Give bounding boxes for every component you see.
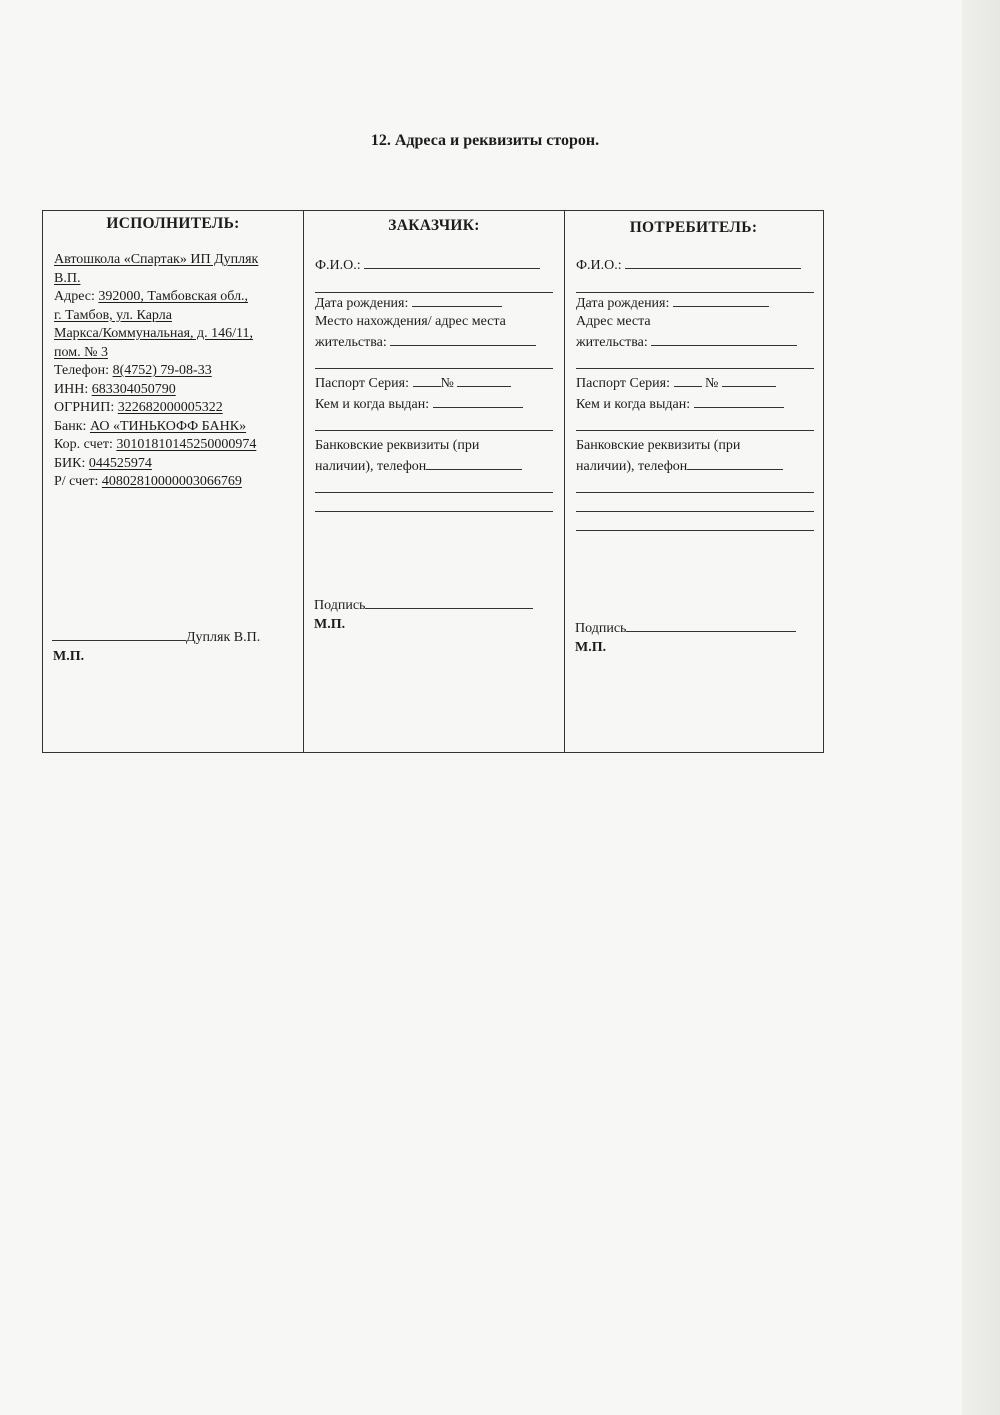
consumer-bank-field-2[interactable] (576, 476, 814, 493)
scan-edge (962, 0, 1000, 1415)
customer-details (315, 255, 553, 512)
consumer-bank-line1: Банковские реквизиты (при (576, 438, 741, 453)
customer-bank-line1: Банковские реквизиты (при (315, 438, 480, 453)
executor-details (54, 251, 299, 492)
customer-issued-label: Кем и когда выдан: (315, 396, 430, 412)
consumer-bank-field-3[interactable] (576, 493, 814, 512)
executor-ogrnip: 322682000005322 (117, 400, 223, 415)
executor-address-line2: г. Тамбов, ул. Карла (54, 307, 172, 323)
customer-birth-field[interactable] (412, 293, 502, 307)
consumer-fio-field[interactable] (625, 255, 801, 269)
consumer-birth-row (576, 293, 814, 314)
consumer-issued-field[interactable] (694, 394, 784, 408)
executor-stamp: М.П. (53, 649, 85, 664)
executor-inn: 683304050790 (91, 381, 176, 397)
consumer-address-field[interactable] (651, 332, 797, 346)
consumer-signature-row (575, 618, 796, 639)
executor-phone-row (54, 362, 299, 381)
executor-phone: 8(4752) 79-08-33 (112, 363, 212, 378)
executor-account: 40802810000003066769 (101, 474, 242, 489)
executor-signature-line[interactable] (52, 627, 186, 641)
consumer-birth-label: Дата рождения: (576, 295, 670, 311)
consumer-passport-series-field[interactable] (674, 373, 702, 387)
customer-bank-field[interactable] (426, 456, 522, 470)
executor-bank-label: Банк: (54, 418, 87, 434)
executor-corr-label: Кор. счет: (54, 437, 113, 452)
customer-column (304, 211, 565, 752)
consumer-passport-no-label: № (705, 376, 719, 391)
executor-account-row (54, 473, 299, 492)
parties-table (42, 210, 824, 753)
consumer-address-row (576, 332, 814, 353)
customer-passport-number-field[interactable] (457, 373, 511, 387)
customer-address-row (315, 332, 553, 353)
customer-bank-label: наличии), телефон (315, 458, 427, 474)
customer-issued-row (315, 394, 553, 415)
consumer-signature-label: Подпись (575, 621, 627, 636)
customer-fio-field-2[interactable] (315, 276, 553, 293)
executor-address-label: Адрес: (54, 289, 95, 304)
consumer-details (576, 255, 814, 531)
executor-bik-row (54, 455, 299, 474)
customer-address-line1: Место нахождения/ адрес места (315, 314, 506, 329)
consumer-bank-label: наличии), телефон (576, 458, 688, 474)
executor-inn-row (54, 381, 299, 400)
executor-bik-label: БИК: (54, 455, 86, 471)
executor-heading: ИСПОЛНИТЕЛЬ: (106, 215, 240, 232)
executor-ogrnip-label: ОГРНИП: (54, 400, 115, 415)
consumer-passport-number-field[interactable] (722, 373, 776, 387)
consumer-address-label: жительства: (576, 334, 648, 350)
consumer-fio-row (576, 255, 814, 276)
executor-corr-row (54, 436, 299, 455)
executor-address-line3: Маркса/Коммунальная, д. 146/11, (54, 326, 254, 341)
customer-address-label: жительства: (315, 334, 387, 350)
customer-signature-label: Подпись (314, 598, 366, 613)
executor-inn-label: ИНН: (54, 381, 89, 397)
executor-ogrnip-row (54, 399, 299, 418)
consumer-address-field-2[interactable] (576, 352, 814, 369)
executor-signature-row (52, 627, 260, 648)
consumer-bank-field[interactable] (687, 456, 783, 470)
customer-address-field-2[interactable] (315, 352, 553, 369)
consumer-fio-field-2[interactable] (576, 276, 814, 293)
customer-passport-label: Паспорт Серия: (315, 376, 410, 391)
consumer-address-line1: Адрес места (576, 314, 651, 329)
customer-passport-series-field[interactable] (413, 373, 441, 387)
customer-fio-field[interactable] (364, 255, 540, 269)
customer-signature-row (314, 595, 533, 616)
consumer-heading: ПОТРЕБИТЕЛЬ: (629, 219, 758, 236)
consumer-fio-label: Ф.И.О.: (576, 258, 622, 273)
executor-bank: АО «ТИНЬКОФФ БАНК» (89, 418, 247, 434)
customer-address-field[interactable] (390, 332, 536, 346)
executor-address-row (54, 288, 299, 307)
customer-passport-no-label: № (440, 376, 454, 391)
executor-address-line4: пом. № 3 (54, 344, 108, 360)
consumer-passport-label: Паспорт Серия: (576, 376, 671, 391)
executor-bank-row (54, 418, 299, 437)
executor-column (43, 211, 304, 752)
executor-account-label: Р/ счет: (54, 474, 99, 489)
customer-signature-field[interactable] (365, 595, 533, 609)
consumer-issued-field-2[interactable] (576, 414, 814, 431)
customer-birth-row (315, 293, 553, 314)
customer-bank-row (315, 456, 553, 477)
customer-bank-field-2[interactable] (315, 476, 553, 493)
customer-issued-field-2[interactable] (315, 414, 553, 431)
executor-bik: 044525974 (88, 455, 152, 471)
executor-corr: 30101810145250000974 (116, 437, 257, 452)
consumer-stamp: М.П. (575, 640, 607, 655)
customer-issued-field[interactable] (433, 394, 523, 408)
executor-address-line1: 392000, Тамбовская обл., (98, 289, 249, 304)
consumer-bank-row (576, 456, 814, 477)
executor-name-line2: В.П. (54, 270, 81, 286)
customer-heading: ЗАКАЗЧИК: (388, 217, 480, 234)
customer-bank-field-3[interactable] (315, 493, 553, 512)
customer-stamp: М.П. (314, 617, 346, 632)
consumer-birth-field[interactable] (673, 293, 769, 307)
section-title: 12. Адреса и реквизиты сторон. (370, 132, 600, 149)
customer-fio-label: Ф.И.О.: (315, 258, 361, 273)
executor-signature-name: Дупляк В.П. (186, 630, 261, 645)
consumer-column (565, 211, 822, 752)
executor-name-line1: Автошкола «Спартак» ИП Дупляк (54, 252, 259, 267)
executor-phone-label: Телефон: (54, 363, 110, 378)
consumer-passport-row (576, 373, 814, 394)
consumer-signature-field[interactable] (626, 618, 796, 632)
customer-passport-row (315, 373, 553, 394)
customer-fio-row (315, 255, 553, 276)
consumer-bank-field-4[interactable] (576, 512, 814, 531)
consumer-issued-label: Кем и когда выдан: (576, 396, 691, 412)
customer-birth-label: Дата рождения: (315, 295, 409, 311)
consumer-issued-row (576, 394, 814, 415)
